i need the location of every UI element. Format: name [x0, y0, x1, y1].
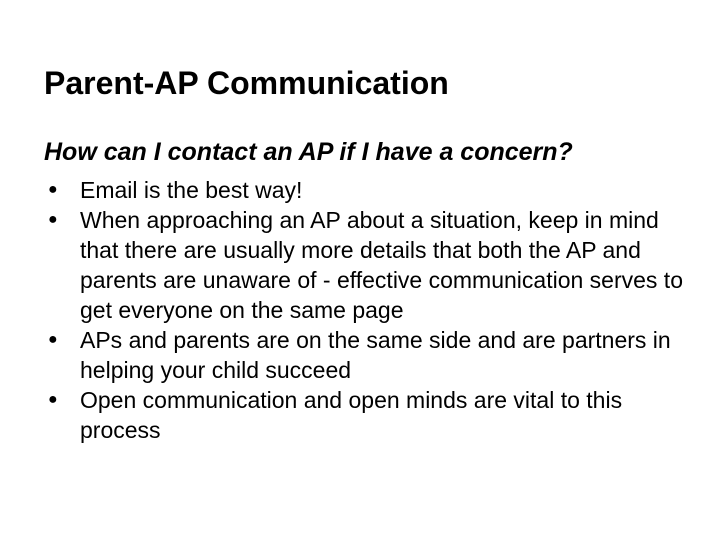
bullet-dot-icon: ●: [48, 391, 58, 408]
slide-title: Parent-AP Communication: [44, 65, 449, 101]
bullet-text: APs and parents are on the same side and are partners in helping your child succeed: [80, 327, 671, 383]
bullet-list: [44, 175, 684, 445]
slide-body: [44, 136, 684, 445]
bullet-item: [44, 205, 684, 325]
slide-subtitle: How can I contact an AP if I have a concern?: [44, 138, 573, 166]
bullet-item: [44, 175, 684, 205]
bullet-text: When approaching an AP about a situation, keep in mind that there are usually more details that both the AP and parents are unaware of - effective communication serves to get everyone on the same page: [80, 207, 683, 323]
bullet-dot-icon: ●: [48, 181, 58, 198]
bullet-item: [44, 325, 684, 385]
bullet-item: [44, 385, 684, 445]
bullet-text: Email is the best way!: [80, 177, 303, 203]
bullet-dot-icon: ●: [48, 331, 58, 348]
bullet-dot-icon: ●: [48, 211, 58, 228]
bullet-text: Open communication and open minds are vital to this process: [80, 387, 623, 443]
